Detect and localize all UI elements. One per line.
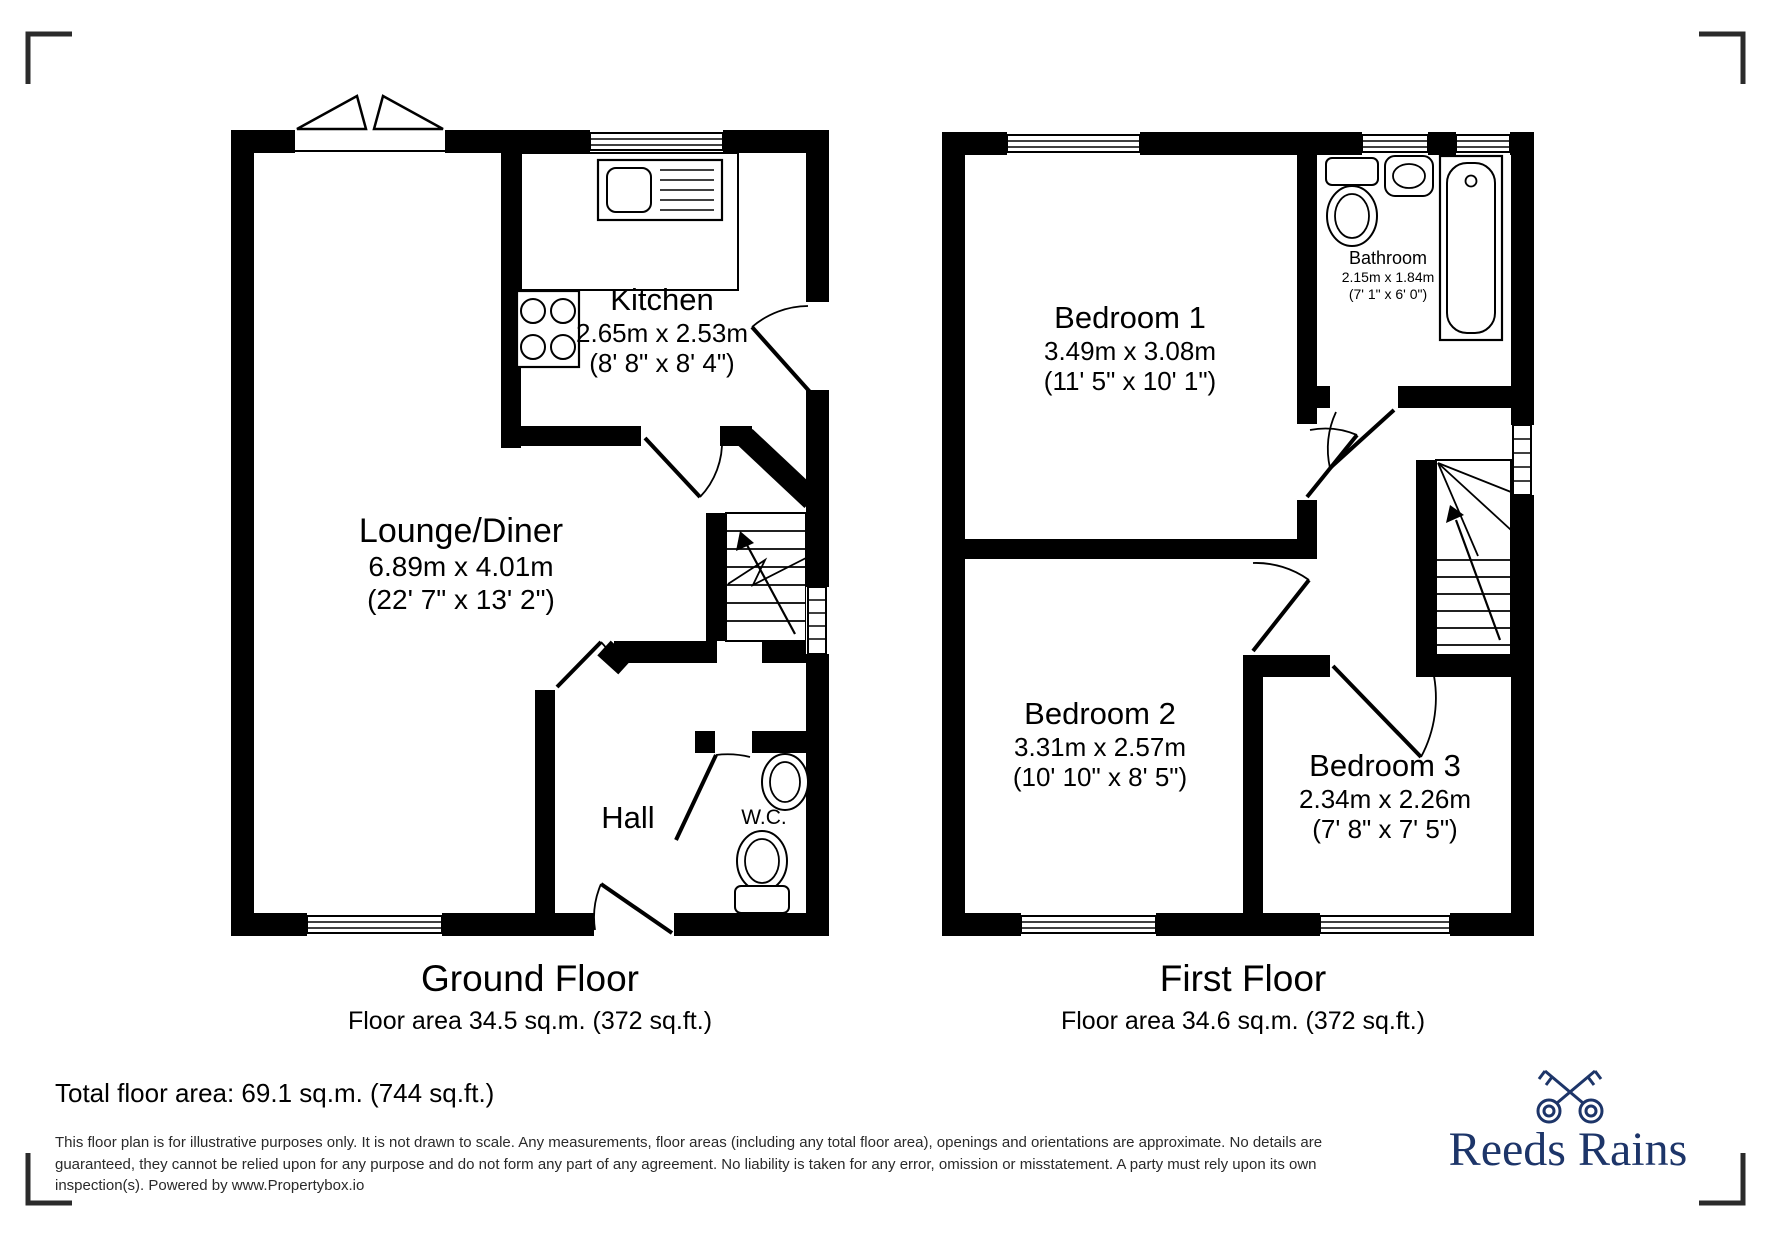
room-dims-imperial: (10' 10" x 8' 5") xyxy=(1012,762,1188,793)
kitchen-label xyxy=(576,282,748,378)
room-dims-imperial: (8' 8" x 8' 4") xyxy=(589,348,735,379)
room-dims-metric: 2.15m x 1.84m xyxy=(1341,268,1435,285)
window-icon xyxy=(1456,132,1510,155)
room-dims-metric: 3.31m x 2.57m xyxy=(1014,731,1186,762)
window-icon xyxy=(1021,913,1156,936)
kitchen-sink-icon xyxy=(598,160,722,220)
wc-label: W.C. xyxy=(741,806,787,829)
room-name: Bedroom 1 xyxy=(1054,300,1206,335)
room-dims-imperial: (7' 8" x 7' 5") xyxy=(1312,814,1458,845)
room-name: Lounge/Diner xyxy=(358,512,564,550)
total-floor-area: Total floor area: 69.1 sq.m. (744 sq.ft.) xyxy=(55,1078,495,1108)
window-icon xyxy=(806,587,829,654)
bathroom-label xyxy=(1342,248,1435,304)
ground-floor-area: Floor area 34.5 sq.m. (372 sq.ft.) xyxy=(347,1007,713,1035)
stairs-icon xyxy=(1436,460,1511,655)
bedroom2-label xyxy=(1013,696,1187,792)
first-floor-caption: First Floor xyxy=(1159,958,1327,999)
room-name: Bedroom 2 xyxy=(1024,696,1176,731)
casement-window-icon xyxy=(295,96,445,153)
window-icon xyxy=(1007,132,1140,155)
bath-icon xyxy=(1440,156,1502,340)
room-dims-imperial: (7' 1" x 6' 0") xyxy=(1348,286,1428,303)
hob-icon xyxy=(517,291,579,367)
door-icon xyxy=(1307,429,1357,497)
room-name: Kitchen xyxy=(610,282,714,317)
door-icon xyxy=(1328,410,1394,468)
room-dims-metric: 2.34m x 2.26m xyxy=(1299,783,1471,814)
window-icon xyxy=(1511,425,1534,495)
first-floor-area: Floor area 34.6 sq.m. (372 sq.ft.) xyxy=(1060,1007,1426,1035)
room-dims-metric: 6.89m x 4.01m xyxy=(368,551,554,583)
stairs-icon xyxy=(726,513,806,641)
window-icon xyxy=(1320,913,1450,936)
door-icon xyxy=(645,438,722,497)
door-icon xyxy=(676,754,750,840)
window-icon xyxy=(590,130,723,153)
bedroom1-label xyxy=(1044,300,1216,396)
room-name: Bedroom 3 xyxy=(1309,748,1461,783)
ground-floor-caption: Ground Floor xyxy=(421,958,639,999)
door-icon xyxy=(594,884,674,936)
room-dims-imperial: (11' 5" x 10' 1") xyxy=(1043,366,1217,397)
hall-label: Hall xyxy=(601,800,655,835)
sink-icon xyxy=(1385,156,1433,196)
disclaimer-text: This floor plan is for illustrative purposes only. It is not drawn to scale. Any measurements, floor areas (including any total floor area), openings and orientations are approximate. No details are guaranteed, they cannot be relied upon for any purpose and do not form any part of any agreement. No liability is taken for any error, omission or misstatement. A party must rely upon its own inspection(s). Powered by www.Propertybox.io xyxy=(55,1134,1323,1194)
lounge-label xyxy=(359,512,563,616)
window-icon xyxy=(307,913,442,936)
door-icon xyxy=(1333,666,1436,757)
room-name: Bathroom xyxy=(1348,248,1428,268)
sink-icon xyxy=(762,754,808,810)
room-dims-metric: 2.65m x 2.53m xyxy=(576,317,748,348)
door-icon xyxy=(1253,563,1309,651)
bedroom3-label xyxy=(1299,748,1471,844)
window-icon xyxy=(1362,132,1428,155)
room-dims-imperial: (22' 7" x 13' 2") xyxy=(367,583,555,615)
toilet-icon xyxy=(735,831,789,913)
room-dims-metric: 3.49m x 3.08m xyxy=(1044,335,1216,366)
door-icon xyxy=(752,302,829,392)
toilet-icon xyxy=(1326,158,1378,246)
crossed-keys-icon xyxy=(1538,1071,1602,1122)
brand-logo-text: Reeds Rains xyxy=(1448,1123,1688,1176)
